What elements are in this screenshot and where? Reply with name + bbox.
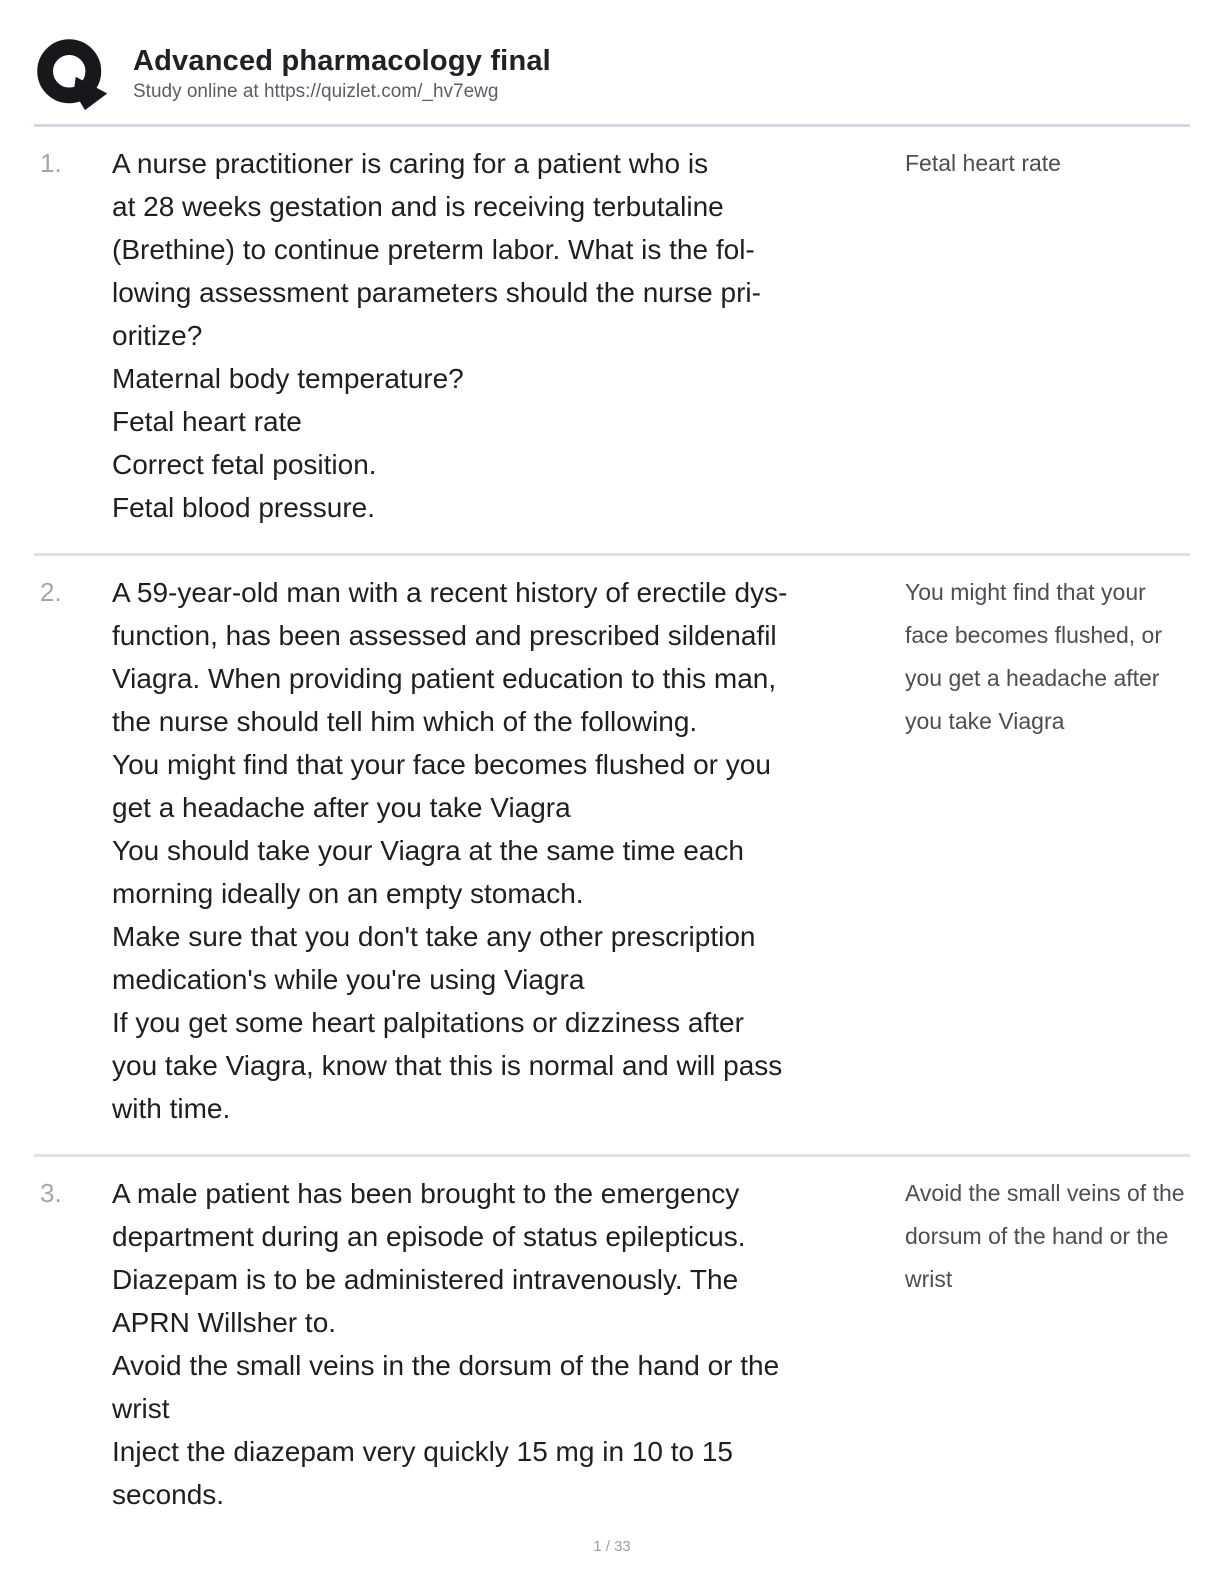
question-number: 2. (40, 577, 62, 607)
text-line: Fetal heart rate (905, 150, 1061, 176)
text-line: you get a headache after (905, 665, 1160, 691)
text-line: wrist (905, 1266, 953, 1292)
text-line: function, has been assessed and prescribed sildenafil (112, 620, 777, 651)
text-line: Fetal heart rate (112, 406, 302, 437)
text-line: department during an episode of status epilepticus. (112, 1221, 746, 1252)
question-text (112, 571, 905, 1130)
text-line: You might find that your face becomes flushed or you (112, 749, 771, 780)
question-list (0, 127, 1224, 1540)
text-line: wrist (112, 1393, 170, 1424)
text-line: A nurse practitioner is caring for a patient who is (112, 148, 709, 179)
header (0, 0, 1224, 122)
answer-text (905, 571, 1194, 1130)
text-line: face becomes flushed, or (905, 622, 1162, 648)
text-line: morning ideally on an empty stomach. (112, 878, 584, 909)
document-title: Advanced pharmacology final (133, 45, 551, 77)
text-line: you take Viagra (905, 708, 1065, 734)
text-line: Correct fetal position. (112, 449, 377, 480)
text-line: the nurse should tell him which of the following. (112, 706, 698, 737)
question-number: 1. (40, 148, 62, 178)
question-number: 3. (40, 1178, 62, 1208)
text-line: A male patient has been brought to the emergency (112, 1178, 740, 1209)
text-line: Avoid the small veins in the dorsum of the hand or the (112, 1350, 780, 1381)
question-row (0, 1154, 1224, 1540)
page-indicator: 1 / 33 (593, 1538, 631, 1555)
question-text (112, 142, 905, 529)
page-footer (0, 1538, 1224, 1556)
text-line: with time. (112, 1093, 231, 1124)
answer-text (905, 142, 1194, 529)
text-line: (Brethine) to continue preterm labor. What is the fol- (112, 234, 755, 265)
text-line: A 59-year-old man with a recent history of erectile dys- (112, 577, 788, 608)
text-line: Inject the diazepam very quickly 15 mg in 10 to 15 (112, 1436, 734, 1467)
text-line: You should take your Viagra at the same time each (112, 835, 744, 866)
text-line: Maternal body temperature? (112, 363, 464, 394)
text-line: APRN Willsher to. (112, 1307, 337, 1338)
text-line: get a headache after you take Viagra (112, 792, 571, 823)
text-line: Viagra. When providing patient education to this man, (112, 663, 777, 694)
text-line: Fetal blood pressure. (112, 492, 376, 523)
text-line: lowing assessment parameters should the nurse pri- (112, 277, 761, 308)
text-line: Avoid the small veins of the (905, 1180, 1185, 1206)
text-line: Diazepam is to be administered intravenously. The (112, 1264, 739, 1295)
question-row (0, 553, 1224, 1154)
text-line: seconds. (112, 1479, 225, 1510)
text-line: medication's while you're using Viagra (112, 964, 585, 995)
quizlet-q-logo-icon (33, 36, 111, 112)
text-line: dorsum of the hand or the (905, 1223, 1169, 1249)
text-line: at 28 weeks gestation and is receiving terbutaline (112, 191, 724, 222)
question-row (0, 127, 1224, 553)
text-line: If you get some heart palpitations or dizziness after (112, 1007, 744, 1038)
text-line: you take Viagra, know that this is normal and will pass (112, 1050, 783, 1081)
question-text (112, 1172, 905, 1516)
answer-text (905, 1172, 1194, 1516)
text-line: You might find that your (905, 579, 1146, 605)
text-line: Make sure that you don't take any other prescription (112, 921, 756, 952)
study-online-url: Study online at https://quizlet.com/_hv7ewg (133, 81, 499, 102)
text-line: oritize? (112, 320, 203, 351)
